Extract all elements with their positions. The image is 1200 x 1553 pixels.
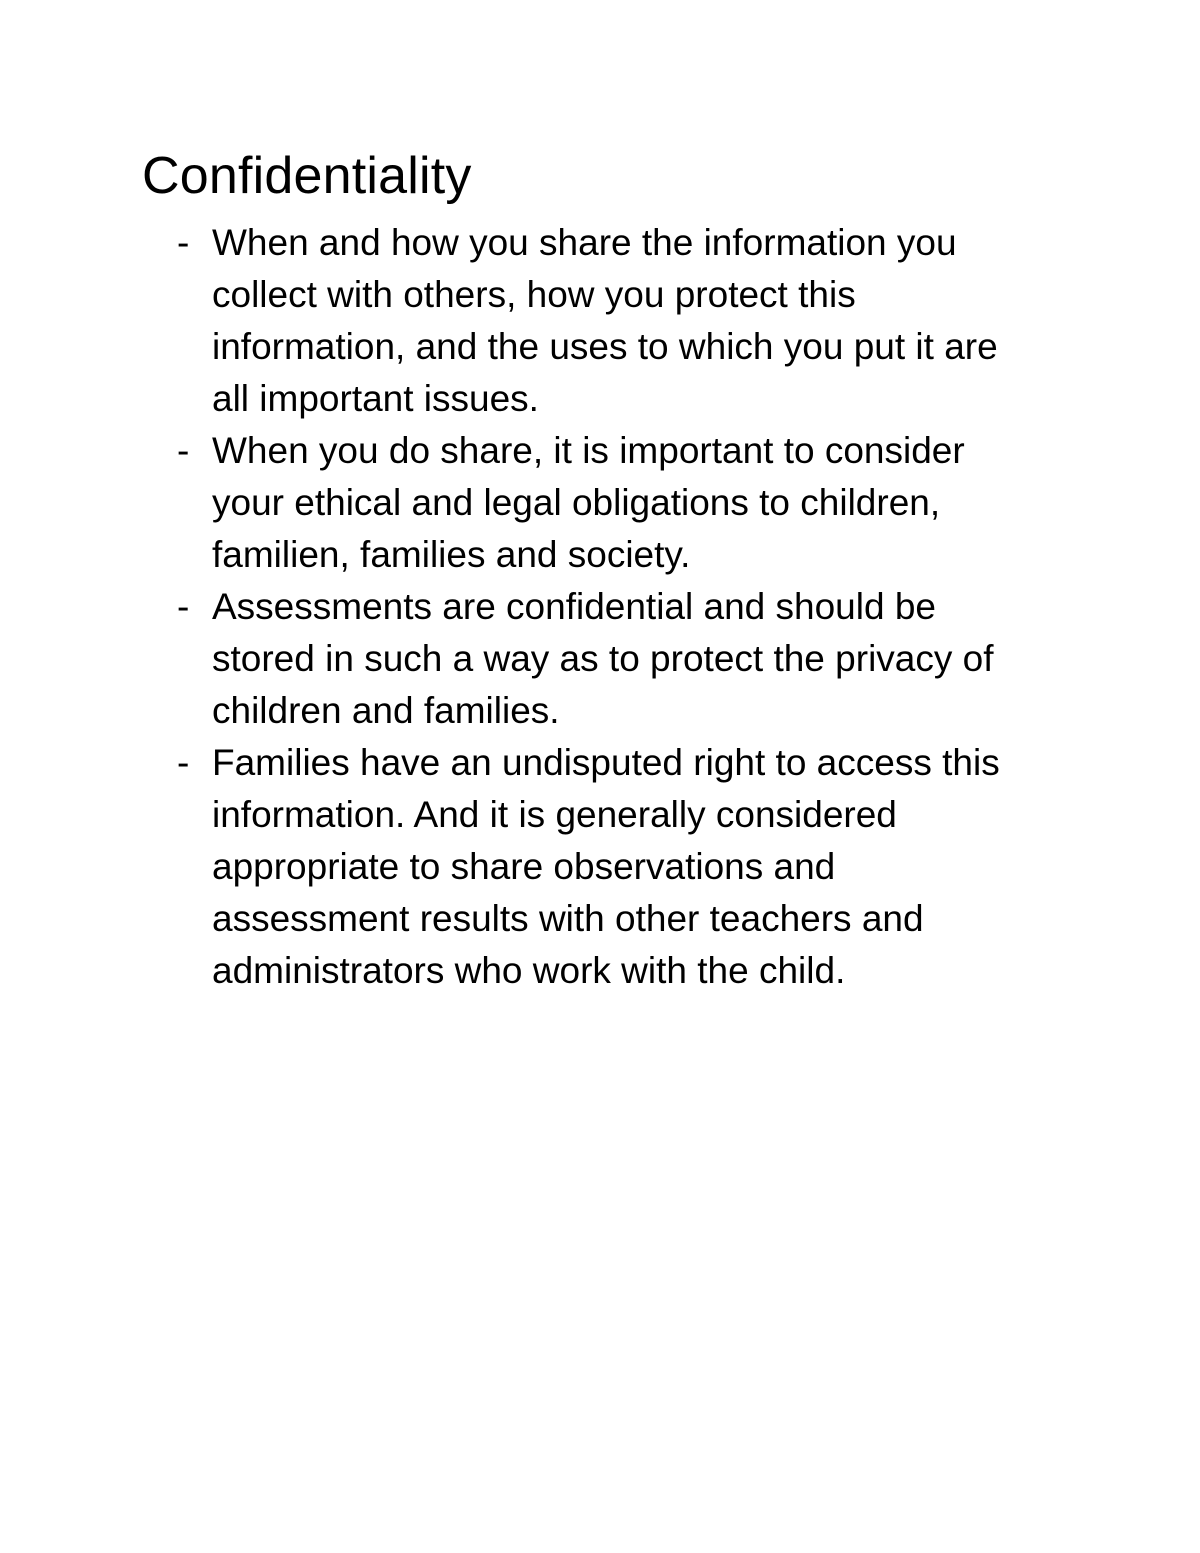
bullet-line: familien, families and society.: [212, 534, 691, 575]
bullet-dash: -: [177, 430, 190, 471]
document-title: Confidentiality: [142, 147, 472, 205]
bullet-line: When and how you share the information you: [212, 222, 957, 263]
list-item: [172, 581, 1072, 737]
bullet-line: collect with others, how you protect this: [212, 274, 856, 315]
bullet-line: children and families.: [212, 690, 560, 731]
bullet-line: appropriate to share observations and: [212, 846, 836, 887]
bullet-line: information. And it is generally considered: [212, 794, 897, 835]
bullet-line: assessment results with other teachers and: [212, 898, 924, 939]
bullet-line: Families have an undisputed right to access this: [212, 742, 1000, 783]
bullet-dash: -: [177, 222, 190, 263]
bullet-line: administrators who work with the child.: [212, 950, 846, 991]
bullet-line: Assessments are confidential and should be: [212, 586, 936, 627]
bullet-dash: -: [177, 742, 190, 783]
list-item: [172, 425, 1072, 581]
bullet-list: [172, 217, 1072, 997]
list-item: [172, 737, 1072, 997]
bullet-line: your ethical and legal obligations to children,: [212, 482, 941, 523]
bullet-dash: -: [177, 586, 190, 627]
bullet-line: stored in such a way as to protect the privacy of: [212, 638, 994, 679]
bullet-line: information, and the uses to which you put it are: [212, 326, 998, 367]
bullet-line: all important issues.: [212, 378, 539, 419]
list-item: [172, 217, 1072, 425]
bullet-line: When you do share, it is important to consider: [212, 430, 965, 471]
